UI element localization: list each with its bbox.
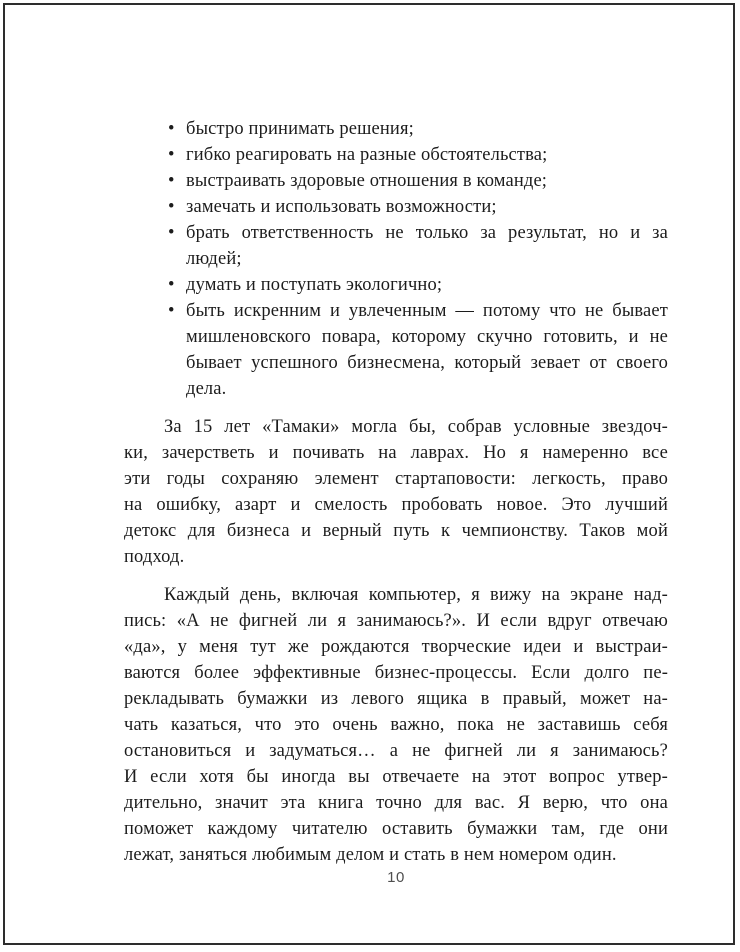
text-line: замечать и использовать возможности; <box>186 197 497 217</box>
list-item <box>124 272 668 298</box>
bullet-text <box>186 220 668 272</box>
text-line: бывает успешного бизнесмена, который зевает от своего <box>186 353 668 373</box>
text-line: людей; <box>186 249 242 269</box>
text-line: выстраивать здоровые отношения в команде; <box>186 171 548 191</box>
bullet-text <box>186 142 668 168</box>
bullet-icon: • <box>168 223 175 243</box>
bullet-icon: • <box>168 275 175 295</box>
text-line: остановиться и задуматься… а не фигней ли я занимаюсь? <box>124 741 668 761</box>
text-line: лежат, заняться любимым делом и стать в нем номером один. <box>124 845 617 865</box>
text-line: на ошибку, азарт и смелость пробовать новое. Это лучший <box>124 495 668 515</box>
text-line: ки, зачерстветь и почивать на лаврах. Но я намеренно все <box>124 443 668 463</box>
text-line: эти годы сохраняю элемент стартаповости: легкость, право <box>124 469 668 489</box>
text-line: За 15 лет «Тамаки» могла бы, собрав условные звездоч- <box>164 417 668 437</box>
bullet-icon: • <box>168 301 175 321</box>
text-line: думать и поступать экологично; <box>186 275 443 295</box>
bullet-text <box>186 194 668 220</box>
book-page <box>124 116 668 868</box>
bullet-icon: • <box>168 197 175 217</box>
list-item <box>124 298 668 402</box>
text-line: Каждый день, включая компьютер, я вижу на экране над- <box>164 585 668 605</box>
text-line: быстро принимать решения; <box>186 119 414 139</box>
text-line: «да», у меня тут же рождаются творческие идеи и выстраи- <box>124 637 668 657</box>
list-item <box>124 116 668 142</box>
text-line: пись: «А не фигней ли я занимаюсь?». И если вдруг отвечаю <box>124 611 668 631</box>
text-line: ваются более эффективные бизнес-процессы. Если долго пе- <box>124 663 668 683</box>
bullet-icon: • <box>168 171 175 191</box>
paragraph <box>124 582 668 868</box>
bullet-text <box>186 298 668 402</box>
text-line: чать казаться, что это очень важно, пока не заставишь себя <box>124 715 668 735</box>
bullet-icon: • <box>168 145 175 165</box>
bullet-text <box>186 272 668 298</box>
list-item <box>124 194 668 220</box>
bullet-list <box>124 116 668 402</box>
list-item <box>124 142 668 168</box>
text-line: подход. <box>124 547 185 567</box>
text-line: быть искренним и увлеченным — потому что не бывает <box>186 301 668 321</box>
text-line: И если хотя бы иногда вы отвечаете на этот вопрос утвер- <box>124 767 668 787</box>
text-line: детокс для бизнеса и верный путь к чемпионству. Таков мой <box>124 521 668 541</box>
page-number: 10 <box>387 869 405 886</box>
bullet-text <box>186 168 668 194</box>
text-line: рекладывать бумажки из левого ящика в правый, может на- <box>124 689 668 709</box>
text-line: гибко реагировать на разные обстоятельства; <box>186 145 548 165</box>
text-line: мишленовского повара, которому скучно готовить, и не <box>186 327 668 347</box>
paragraph <box>124 414 668 570</box>
text-line: дительно, значит эта книга точно для вас. Я верю, что она <box>124 793 668 813</box>
list-item <box>124 168 668 194</box>
text-line: брать ответственность не только за результат, но и за <box>186 223 668 243</box>
bullet-icon: • <box>168 119 175 139</box>
list-item <box>124 220 668 272</box>
bullet-text <box>186 116 668 142</box>
text-line: поможет каждому читателю оставить бумажки там, где они <box>124 819 668 839</box>
text-line: дела. <box>186 379 227 399</box>
